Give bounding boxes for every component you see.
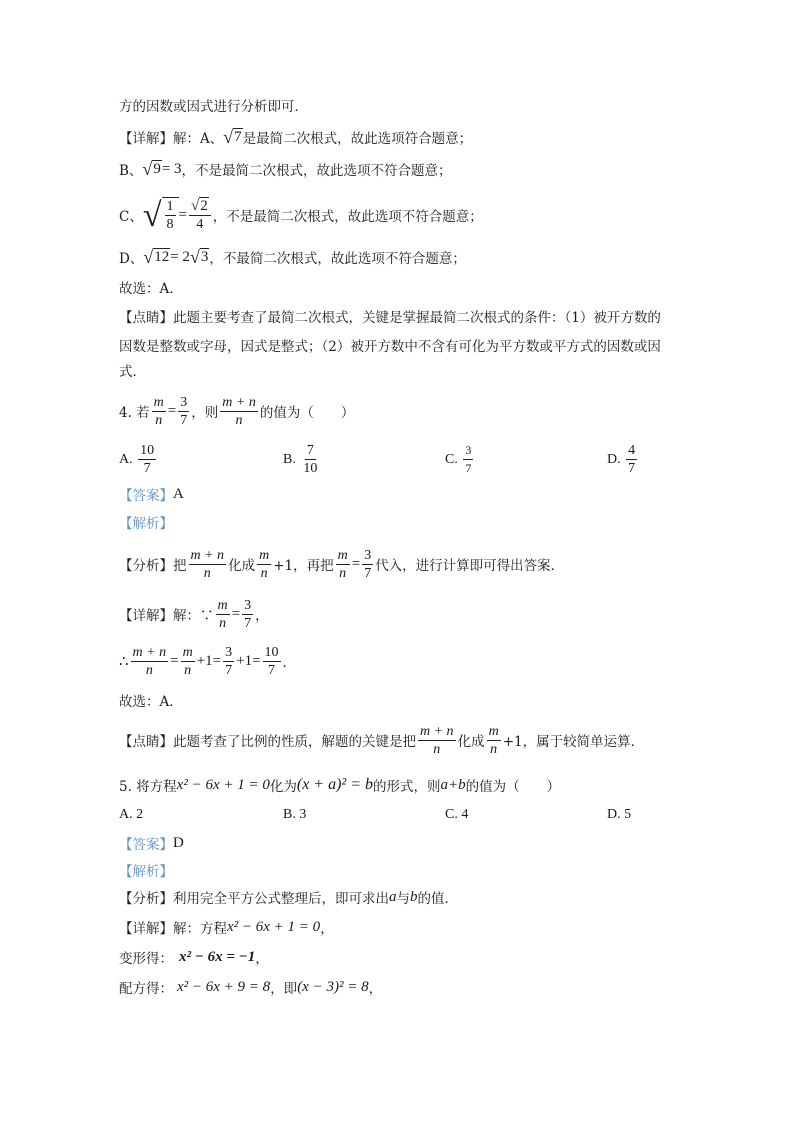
answer-value: D xyxy=(173,834,184,851)
step-line xyxy=(119,975,382,999)
text: ，则 xyxy=(191,405,219,421)
numerator: 4 xyxy=(628,443,636,458)
radicand: 12 xyxy=(154,249,170,265)
text: 的值为（ ） xyxy=(465,779,561,795)
fraction xyxy=(152,394,166,429)
numerator: 3 xyxy=(180,394,188,410)
fraction xyxy=(418,723,456,758)
step-line xyxy=(119,945,269,969)
sqrt-expression: √ $\frac{1}{8}$ xyxy=(143,197,179,233)
text: 配方得： xyxy=(119,981,173,997)
text: ，不是最简二次根式，故此选项不符合题意； xyxy=(212,209,483,225)
numerator: m + n xyxy=(132,644,167,660)
text: 利用完全平方公式整理后，即可求出 xyxy=(173,891,389,907)
text: 的值为（ ） xyxy=(259,405,355,421)
math: b xyxy=(410,888,418,905)
fenxi-label: 【分析】 xyxy=(119,891,173,907)
option-a[interactable] xyxy=(119,807,143,823)
text: ，不是最简二次根式，故此选项不符合题意； xyxy=(181,163,452,179)
denominator: n xyxy=(145,662,153,678)
therefore-line xyxy=(119,645,296,677)
fraction xyxy=(178,394,189,429)
answer-line xyxy=(119,482,184,506)
option-d-line xyxy=(119,245,466,269)
numerator: 1 xyxy=(166,199,174,214)
equation: (x + a)² = b xyxy=(296,776,374,793)
math: = xyxy=(231,605,241,622)
text: 化成 xyxy=(228,558,256,574)
text: 故选：A． xyxy=(119,694,183,710)
option-c[interactable] xyxy=(445,807,468,823)
text: ， xyxy=(320,921,334,937)
fraction xyxy=(362,547,373,582)
text: ， xyxy=(368,981,383,997)
option-a[interactable] xyxy=(119,442,158,477)
tip-line xyxy=(119,358,146,382)
text: 解：∵ xyxy=(173,608,214,624)
equation: x² − 6x + 1 = 0 xyxy=(227,918,321,935)
detail-line xyxy=(119,125,472,149)
tip-label: 【点睛】 xyxy=(119,310,173,326)
numerator: m xyxy=(259,547,270,563)
text: ． xyxy=(282,655,297,671)
text: 此题考查了比例的性质，解题的关键是把 xyxy=(173,734,416,750)
fraction xyxy=(301,442,319,477)
denominator: 8 xyxy=(166,217,174,232)
numerator: 7 xyxy=(306,443,314,458)
denominator: 7 xyxy=(180,412,188,428)
text: 方的因数或因式进行分析即可． xyxy=(119,99,308,115)
choose-line xyxy=(119,275,183,299)
text: 化为 xyxy=(269,779,297,795)
fraction xyxy=(487,723,501,758)
text: ，即 xyxy=(270,981,298,997)
fraction xyxy=(242,597,253,632)
sqrt-expression: √ 3 xyxy=(189,247,209,267)
text: 故选：A． xyxy=(119,281,183,297)
denominator: 7 xyxy=(143,461,151,476)
fraction xyxy=(336,547,350,582)
numerator: m + n xyxy=(190,547,225,563)
analysis-heading xyxy=(119,858,173,882)
denominator: n xyxy=(235,412,243,428)
text: 化成 xyxy=(457,734,485,750)
option-d[interactable] xyxy=(607,807,631,823)
text: 的值． xyxy=(417,891,458,907)
denominator: 7 xyxy=(364,565,372,581)
option-label: D. xyxy=(607,451,621,467)
tip-line xyxy=(119,724,644,756)
text: 变形得： xyxy=(119,951,173,967)
denominator: n xyxy=(155,412,163,428)
math: = xyxy=(170,652,179,669)
answer-line xyxy=(119,831,184,855)
fraction xyxy=(223,644,234,679)
option-label: B. xyxy=(283,451,296,467)
sqrt-expression: √ 7 xyxy=(223,127,242,147)
denominator: 7 xyxy=(244,615,252,631)
numerator: m xyxy=(488,723,499,739)
denominator: n xyxy=(260,565,268,581)
fraction xyxy=(463,442,473,477)
detail-label: 【详解】 xyxy=(119,921,173,937)
detail-line xyxy=(119,915,334,939)
therefore-symbol: ∴ xyxy=(119,653,129,670)
tip-line xyxy=(119,333,661,357)
fenxi-label: 【分析】 xyxy=(119,558,173,574)
math: = xyxy=(167,402,177,419)
radicand: 9 xyxy=(153,161,161,177)
question-number: 5. 将方程 xyxy=(119,779,177,795)
tip-label: 【点睛】 xyxy=(119,734,173,750)
text: 解：A、 xyxy=(173,131,224,147)
radicand: 7 xyxy=(234,129,242,145)
numerator: 3 xyxy=(225,644,233,660)
text: 代入，进行计算即可得出答案． xyxy=(375,558,565,574)
detail-line xyxy=(119,598,269,630)
denominator: n xyxy=(339,565,347,581)
answer-value: A xyxy=(173,485,184,502)
numerator: m + n xyxy=(222,394,256,410)
text: C、 xyxy=(119,209,143,225)
text: D、 xyxy=(119,251,144,267)
numerator: 3 xyxy=(463,442,473,460)
text: 式． xyxy=(119,364,146,380)
equation: (x − 3)² = 8 xyxy=(297,978,369,995)
option-b-line xyxy=(119,157,452,181)
denominator: n xyxy=(203,565,211,581)
choose-line xyxy=(119,688,183,712)
numerator: 10 xyxy=(264,644,279,660)
analysis-label: 【解析】 xyxy=(119,516,173,532)
text: +1，再把 xyxy=(273,558,334,574)
option-label: A. xyxy=(119,451,133,467)
numerator: 3 xyxy=(244,597,252,613)
detail-label: 【详解】 xyxy=(119,131,173,147)
text: ， xyxy=(255,608,269,624)
math: = xyxy=(351,555,361,572)
text: ，不最简二次根式，故此选项不符合题意； xyxy=(209,251,466,267)
denominator: 10 xyxy=(303,461,318,476)
option-d[interactable] xyxy=(607,442,639,477)
text-line xyxy=(119,93,308,117)
fraction xyxy=(263,644,281,679)
fraction xyxy=(131,644,169,679)
fraction xyxy=(220,394,258,429)
text: B、 xyxy=(119,163,143,179)
numerator: 3 xyxy=(364,547,372,563)
equation: x² − 6x + 1 = 0 xyxy=(176,776,270,793)
math: a xyxy=(389,888,397,905)
math: = xyxy=(178,206,187,223)
numerator: 10 xyxy=(140,443,155,458)
numerator: m xyxy=(153,394,164,410)
text: 因数是整数或字母，因式是整式；（2）被开方数中不含有可化为平方数或平方式的因数或因 xyxy=(119,339,661,355)
denominator: 7 xyxy=(465,461,472,475)
math: = 3 xyxy=(161,160,182,177)
math: +1= xyxy=(196,652,222,669)
numerator: m + n xyxy=(420,723,454,739)
radicand: 2 xyxy=(200,198,208,214)
option-c[interactable] xyxy=(445,442,475,477)
text: +1，属于较简单运算． xyxy=(502,734,645,750)
numerator: m xyxy=(337,547,348,563)
numerator: m xyxy=(217,597,228,613)
denominator: n xyxy=(490,741,498,757)
denominator: 4 xyxy=(196,217,204,232)
denominator: n xyxy=(184,662,192,678)
option-label: B. 3 xyxy=(283,807,307,822)
tip-line xyxy=(119,304,661,328)
denominator: n xyxy=(219,615,227,631)
fenxi-line xyxy=(119,885,458,909)
math: +1= xyxy=(236,652,261,669)
sqrt-expression: √ 9 xyxy=(142,159,161,179)
text: 是最简二次根式，故此选项符合题意； xyxy=(242,131,473,147)
radicand: 3 xyxy=(200,249,209,265)
answer-label: 【答案】 xyxy=(119,488,173,504)
text: 把 xyxy=(173,558,187,574)
fraction xyxy=(165,198,176,233)
text: ， xyxy=(255,951,269,967)
equation: x² − 6x = −1 xyxy=(179,948,256,965)
fraction xyxy=(181,644,195,679)
fraction xyxy=(138,442,156,477)
math: = 2 xyxy=(170,248,190,265)
equation: x² − 6x + 9 = 8 xyxy=(177,978,271,995)
option-label: C. xyxy=(445,451,458,467)
fraction xyxy=(216,597,230,632)
denominator: 7 xyxy=(225,662,233,678)
fenxi-line xyxy=(119,548,564,580)
option-label: D. 5 xyxy=(607,807,632,822)
fraction xyxy=(626,442,637,477)
question-number: 4. 若 xyxy=(119,405,150,421)
denominator: 7 xyxy=(628,461,636,476)
analysis-heading xyxy=(119,510,173,534)
fraction: √ 2 4 xyxy=(189,197,211,233)
option-label: C. 4 xyxy=(445,807,469,822)
text: 解：方程 xyxy=(173,921,227,937)
text: 此题主要考查了最简二次根式，关键是掌握最简二次根式的条件：（1）被开方数的 xyxy=(173,310,661,326)
answer-label: 【答案】 xyxy=(119,837,173,853)
analysis-label: 【解析】 xyxy=(119,864,173,880)
sqrt-expression: √ 12 xyxy=(143,247,170,267)
denominator: 7 xyxy=(268,662,276,678)
option-b[interactable] xyxy=(283,442,321,477)
text: 与 xyxy=(396,891,410,907)
text: 的形式，则 xyxy=(373,779,441,795)
option-b[interactable] xyxy=(283,807,306,823)
numerator: m xyxy=(182,644,193,660)
fraction xyxy=(189,547,227,582)
option-c-line xyxy=(119,197,483,234)
fraction xyxy=(257,547,271,582)
math: a+b xyxy=(440,776,466,793)
detail-label: 【详解】 xyxy=(119,608,173,624)
denominator: n xyxy=(433,741,441,757)
option-label: A. 2 xyxy=(119,807,144,822)
question-5 xyxy=(119,773,560,797)
question-4 xyxy=(119,395,354,427)
